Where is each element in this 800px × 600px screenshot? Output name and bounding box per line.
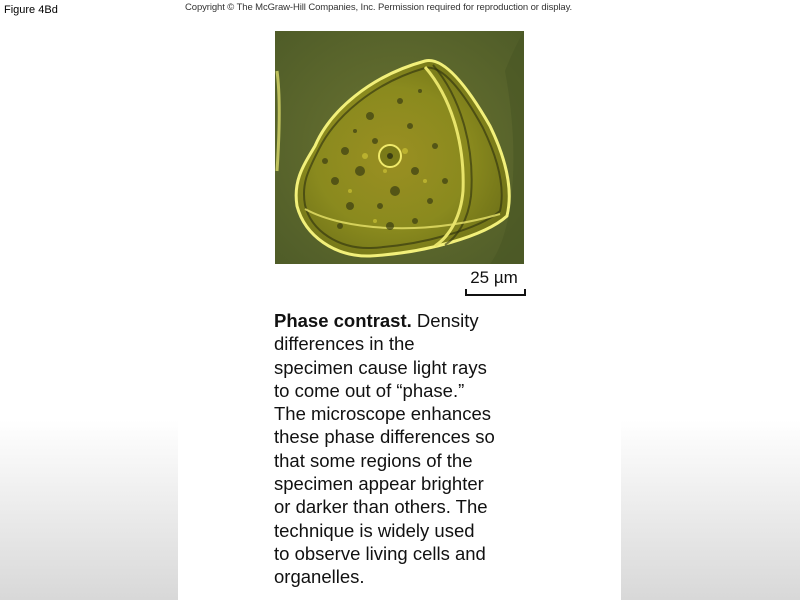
caption-line: organelles. — [274, 566, 365, 588]
scale-bar-line — [465, 289, 526, 296]
caption-line: Density — [416, 310, 479, 331]
caption-line: to observe living cells and — [274, 542, 486, 564]
caption-line: specimen cause light rays — [274, 356, 487, 378]
scale-bar — [464, 268, 524, 298]
scale-bar-label: 25 µm — [470, 268, 518, 287]
figure-label: Figure 4Bd — [4, 4, 58, 16]
caption-line: to come out of “phase.” — [274, 379, 465, 401]
caption-line: that some regions of the — [274, 449, 473, 471]
caption-title: Phase contrast. — [274, 310, 412, 331]
phase-contrast-micrograph — [275, 31, 524, 264]
caption-line: The microscope enhances — [274, 403, 491, 425]
caption-line: or darker than others. The — [274, 496, 488, 518]
caption-line: specimen appear brighter — [274, 473, 484, 495]
copyright-notice: Copyright © The McGraw-Hill Companies, Inc. Permission required for reproduction or display. — [185, 2, 573, 13]
slide-page — [178, 0, 621, 600]
caption-line: differences in the — [274, 333, 415, 355]
cell-image — [275, 31, 524, 264]
figure-caption — [274, 309, 554, 589]
caption-line: these phase differences so — [274, 426, 495, 448]
caption-line: technique is widely used — [274, 519, 475, 541]
